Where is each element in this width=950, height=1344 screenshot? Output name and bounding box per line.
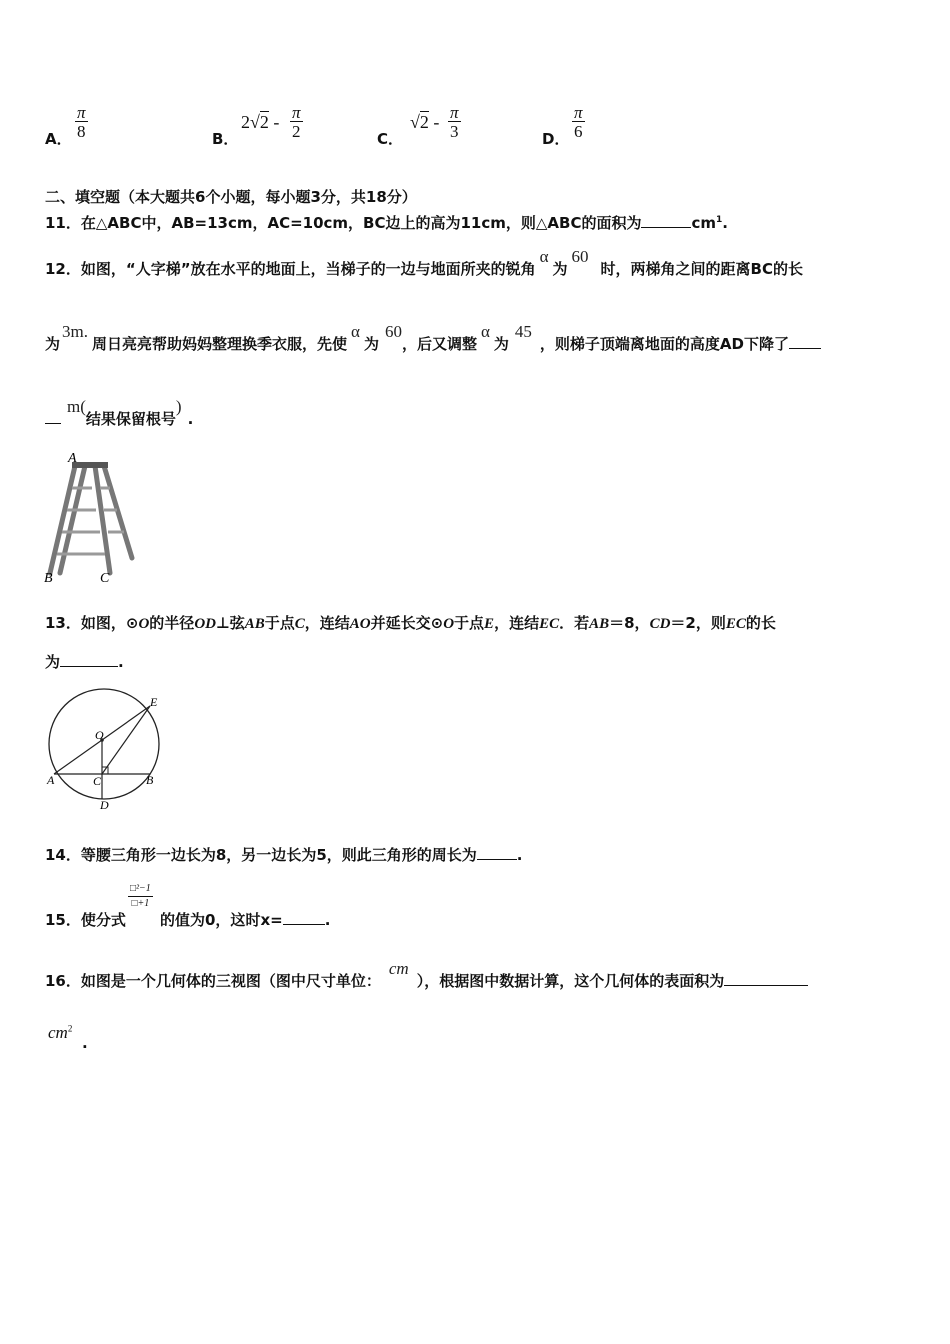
question-12-line1 <box>45 247 803 279</box>
sym-ao: AO <box>349 616 371 632</box>
end-mark: . <box>82 1034 88 1052</box>
sqrt-icon: √ <box>410 112 420 132</box>
unit-sup: 2 <box>67 1023 73 1034</box>
q12-text-d: ，后又调整 <box>401 335 477 353</box>
q13-text: ，连结 <box>304 614 350 632</box>
point-label-c: C <box>93 774 102 788</box>
q12-text-f: 结果保留根号 <box>85 410 176 428</box>
q16-unit <box>48 1023 72 1043</box>
q12-text-c: 周日亮亮帮助妈妈整理换季衣服，先使 <box>92 335 348 353</box>
sym-ab: AB <box>244 616 265 632</box>
radicand: 2 <box>259 112 269 132</box>
q12-wei-2: 为 <box>45 335 61 353</box>
question-11 <box>45 212 728 233</box>
alpha-symbol: α <box>480 322 490 341</box>
point-label-a: A <box>47 773 55 787</box>
answer-blank[interactable] <box>60 665 118 667</box>
option-b <box>212 128 238 149</box>
q16-end <box>82 1034 88 1052</box>
q12-text-e: ，则梯子顶端离地面的高度AD下降了 <box>539 335 789 353</box>
option-d-label: D． <box>542 130 570 148</box>
fraction-denominator: □+1 <box>131 898 150 909</box>
minus-sign: - <box>273 112 280 132</box>
fraction-numerator: π <box>77 103 86 122</box>
point-label-o: O <box>95 728 104 742</box>
q12-text-b: 时，两梯角之间的距离BC的长 <box>600 260 803 278</box>
answer-blank[interactable] <box>283 923 325 925</box>
q14-text: 14．等腰三角形一边长为8，另一边长为5，则此三角形的周长为 <box>45 846 477 864</box>
unit-m: m( <box>67 397 86 416</box>
q11-text: 11．在△ABC中，AB=13cm，AC=10cm，BC边上的高为11cm，则△ABC的面积为 <box>45 214 642 232</box>
minus-sign: - <box>433 112 440 132</box>
option-d-fraction <box>572 104 585 141</box>
fraction-denominator: 2 <box>292 122 301 141</box>
q12-wei: 为 <box>552 260 568 278</box>
q15-fraction <box>128 882 153 911</box>
question-15-rest <box>160 909 330 930</box>
end-mark: . <box>118 653 124 671</box>
option-a <box>45 128 72 149</box>
fraction-denominator: 8 <box>77 122 86 141</box>
option-a-fraction <box>75 104 88 141</box>
distance-3m: 3m. <box>62 322 88 341</box>
point-label-d: D <box>100 798 109 812</box>
sym-c: C <box>294 616 305 632</box>
q13-text: ，连结 <box>494 614 540 632</box>
unit-cm2: cm <box>48 1023 68 1042</box>
unit-sup: 1 <box>716 215 723 225</box>
sqrt-icon: √ <box>250 112 260 132</box>
question-13-line2 <box>45 651 124 672</box>
unit: cm <box>691 214 717 232</box>
option-a-label: A． <box>45 130 72 148</box>
end-mark: . <box>187 410 194 428</box>
radicand: 2 <box>419 112 429 132</box>
answer-blank[interactable] <box>789 347 821 349</box>
question-13-line1 <box>45 612 776 633</box>
q12-wei: 为 <box>493 335 509 353</box>
line-ec <box>102 706 150 774</box>
sym-ab: AB <box>589 616 610 632</box>
option-b-expr <box>241 112 279 133</box>
q15-text-b: 的值为0，这时x= <box>160 911 283 929</box>
sym-ec: EC <box>539 616 560 632</box>
point-label-a: A <box>68 451 77 466</box>
q15-text: 15．使分式 <box>45 911 126 929</box>
answer-blank[interactable] <box>641 226 691 228</box>
option-c-fraction <box>448 104 461 141</box>
ladder-figure <box>40 448 145 588</box>
answer-blank[interactable] <box>477 858 517 860</box>
sym-ec: EC <box>725 616 746 632</box>
angle-60: 60 <box>384 322 402 341</box>
circle-o <box>49 689 159 799</box>
q13-text: ＝8， <box>609 614 650 632</box>
fraction-numerator: π <box>292 103 301 122</box>
option-c-label: C． <box>377 130 404 148</box>
ladder-top <box>72 462 108 468</box>
option-b-fraction <box>290 104 303 141</box>
question-16 <box>45 959 808 991</box>
q16-text: 16．如图是一个几何体的三视图（图中尺寸单位： <box>45 972 381 990</box>
rparen: ) <box>175 397 182 416</box>
fraction-numerator: □²−1 <box>128 882 153 897</box>
q13-text: ．若 <box>559 614 590 632</box>
q13-text: 为 <box>45 653 61 671</box>
question-12-line3 <box>45 397 194 429</box>
sym-o: O <box>138 616 150 632</box>
point-label-e: E <box>150 695 158 709</box>
q12-text: 12．如图，“人字梯”放在水平的地面上，当梯子的一边与地面所夹的锐角 <box>45 260 536 278</box>
end-mark: . <box>324 911 331 929</box>
angle-45: 45 <box>514 322 532 341</box>
answer-blank-cont[interactable] <box>45 422 61 424</box>
q13-text: 13．如图，⊙ <box>45 614 139 632</box>
fraction-denominator: 6 <box>574 122 583 141</box>
option-c <box>377 128 403 149</box>
question-14 <box>45 844 522 865</box>
option-d <box>542 128 569 149</box>
q12-wei: 为 <box>363 335 379 353</box>
fraction-numerator: π <box>574 103 583 122</box>
fraction-numerator: π <box>450 103 459 122</box>
alpha-symbol: α <box>351 322 360 341</box>
sym-e: E <box>484 616 495 632</box>
section-header: 二、填空题（本大题共6个小题，每小题3分，共18分） <box>45 188 417 206</box>
option-b-label: B． <box>212 130 239 148</box>
alpha-symbol: α <box>539 247 549 266</box>
sym-od: OD <box>194 616 216 632</box>
coef: 2 <box>241 112 250 132</box>
sym-cd: CD <box>649 616 671 632</box>
point-label-c: C <box>100 571 110 586</box>
sym-o: O <box>443 616 455 632</box>
unit-cm: cm <box>388 959 409 978</box>
point-label-b: B <box>44 571 53 586</box>
q13-text: 的半径 <box>149 614 195 632</box>
question-12-line2 <box>45 322 821 354</box>
point-label-b: B <box>146 773 154 787</box>
end-mark: . <box>722 214 728 232</box>
question-15 <box>45 909 126 930</box>
angle-60: 60 <box>571 247 589 266</box>
q13-text: 的长 <box>745 614 776 632</box>
q13-text: 于点 <box>454 614 485 632</box>
q13-text: 于点 <box>264 614 295 632</box>
q13-text: ＝2，则 <box>670 614 726 632</box>
end-mark: . <box>516 846 523 864</box>
q13-text: 并延长交⊙ <box>370 614 444 632</box>
fraction-denominator: 3 <box>450 122 459 141</box>
q13-text: ⊥弦 <box>215 614 245 632</box>
circle-figure <box>44 684 174 812</box>
answer-blank[interactable] <box>724 984 808 986</box>
q16-text-b: ），根据图中数据计算，这个几何体的表面积为 <box>416 972 725 990</box>
option-c-expr <box>410 112 439 133</box>
